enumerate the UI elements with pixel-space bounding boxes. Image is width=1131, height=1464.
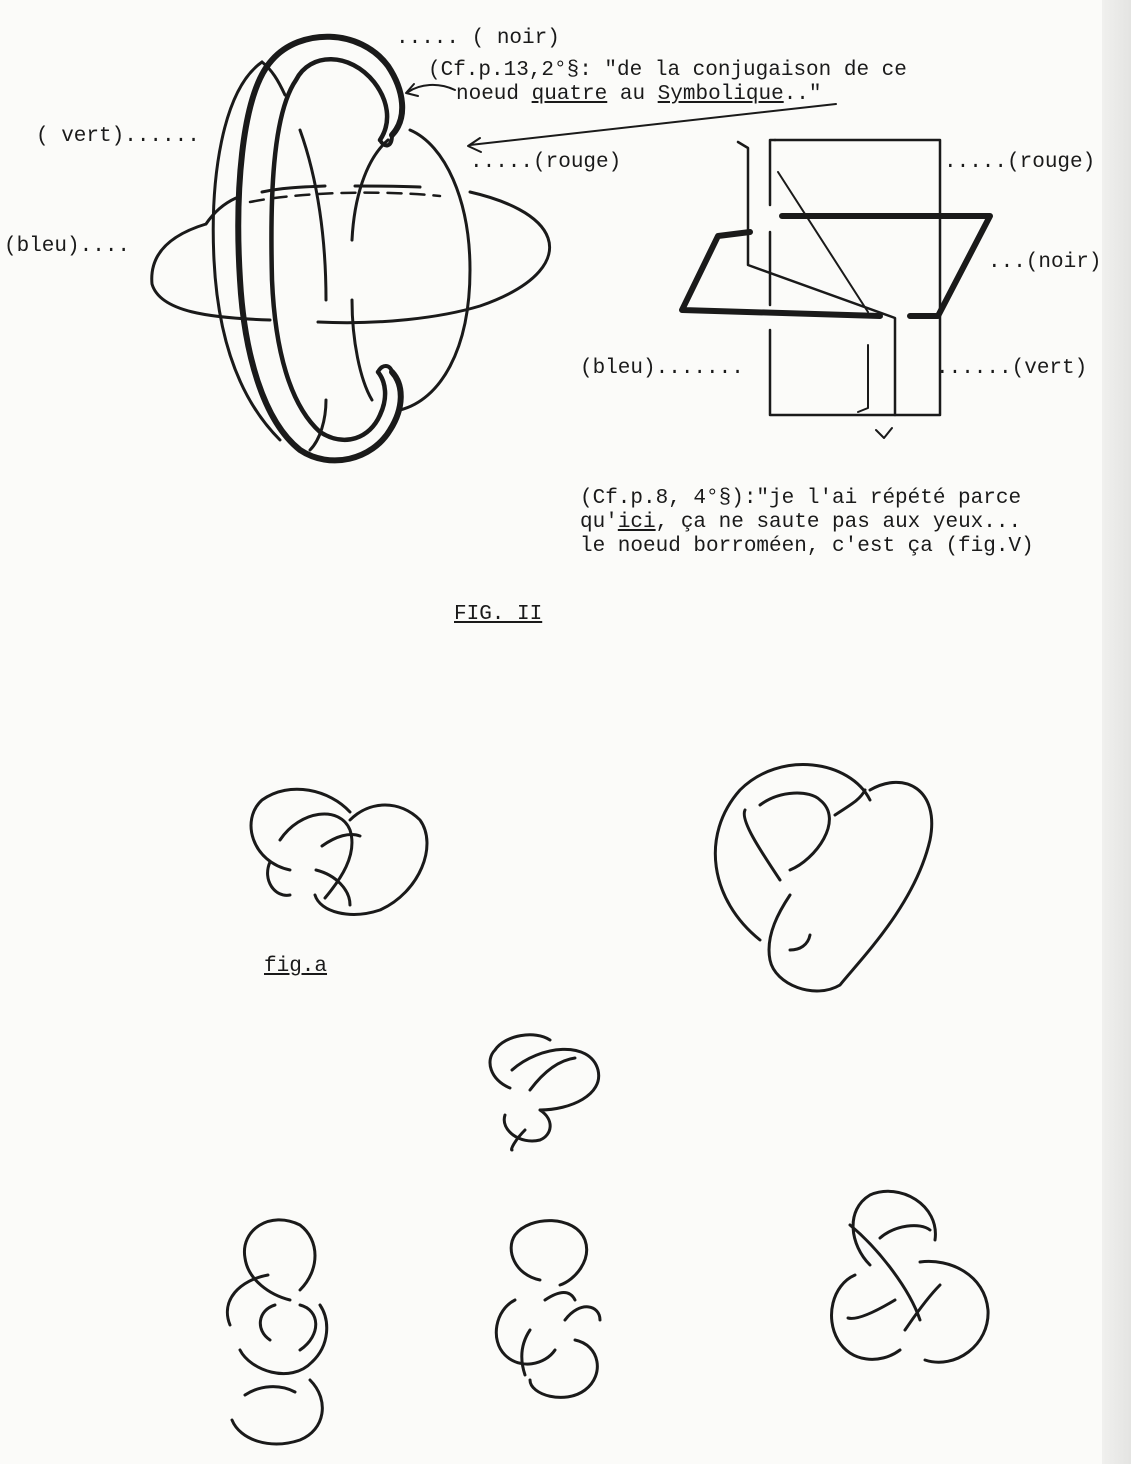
label-rouge-fig2: .....(rouge) [944,151,1096,174]
quote-fig1-quatre: quatre [531,83,608,106]
caption-fig-ii: FIG. II [454,603,543,626]
arrow-to-band [408,85,455,92]
label-noir-fig2: ...(noir) [988,251,1102,274]
black-parallelogram [682,216,990,316]
black-band-outer [238,37,402,461]
quote-fig1-line1: (Cf.p.13,2°§: "de la conjugaison de ce [428,59,907,82]
figure-eight-knot-left [227,1220,326,1444]
quote-fig1-symbolique: Symbolique [657,83,784,106]
label-bleu-fig1: (bleu).... [4,235,131,258]
quote-fig2-line2-post: , ça ne saute pas aux yeux... [655,511,1022,534]
quote-fig1-line2 [456,84,822,106]
quote-fig1-line2-post: .." [783,83,822,106]
knot-right-bottom [832,1191,989,1362]
knot-large-right [715,765,931,991]
quote-fig2-line2 [580,512,1021,534]
label-vert-fig1: ( vert)...... [36,125,200,148]
planar-chain-figure [682,140,990,438]
figure-eight-knot-center [496,1221,600,1398]
blue-ring-back-segment [250,193,440,202]
green-fold [738,142,895,415]
red-rectangle [770,140,940,415]
trefoil-knot-fig-a [251,789,427,914]
caption-fig-a: fig.a [264,955,328,978]
label-noir-fig1: ..... ( noir) [396,27,560,50]
black-band-inner [271,59,387,440]
quote-fig1-line2-mid: au [607,83,658,106]
quote-fig2-line2-pre: qu' [580,511,618,534]
label-vert-fig2: ......(vert) [936,357,1088,380]
quote-fig2-line1: (Cf.p.8, 4°§):"je l'ai répété parce [580,487,1022,510]
label-rouge-fig1: .....(rouge) [470,151,622,174]
quote-fig2-ici: ici [617,511,656,534]
quote-fig2-line3: le noeud borroméen, c'est ça (fig.V) [580,535,1034,558]
label-bleu-fig2: (bleu)....... [580,357,744,380]
black-band-bottom-tip [378,366,392,372]
red-ring [352,130,470,410]
quote-fig1-line2-pre: noeud [456,83,532,106]
knot-small-center [490,1035,599,1150]
